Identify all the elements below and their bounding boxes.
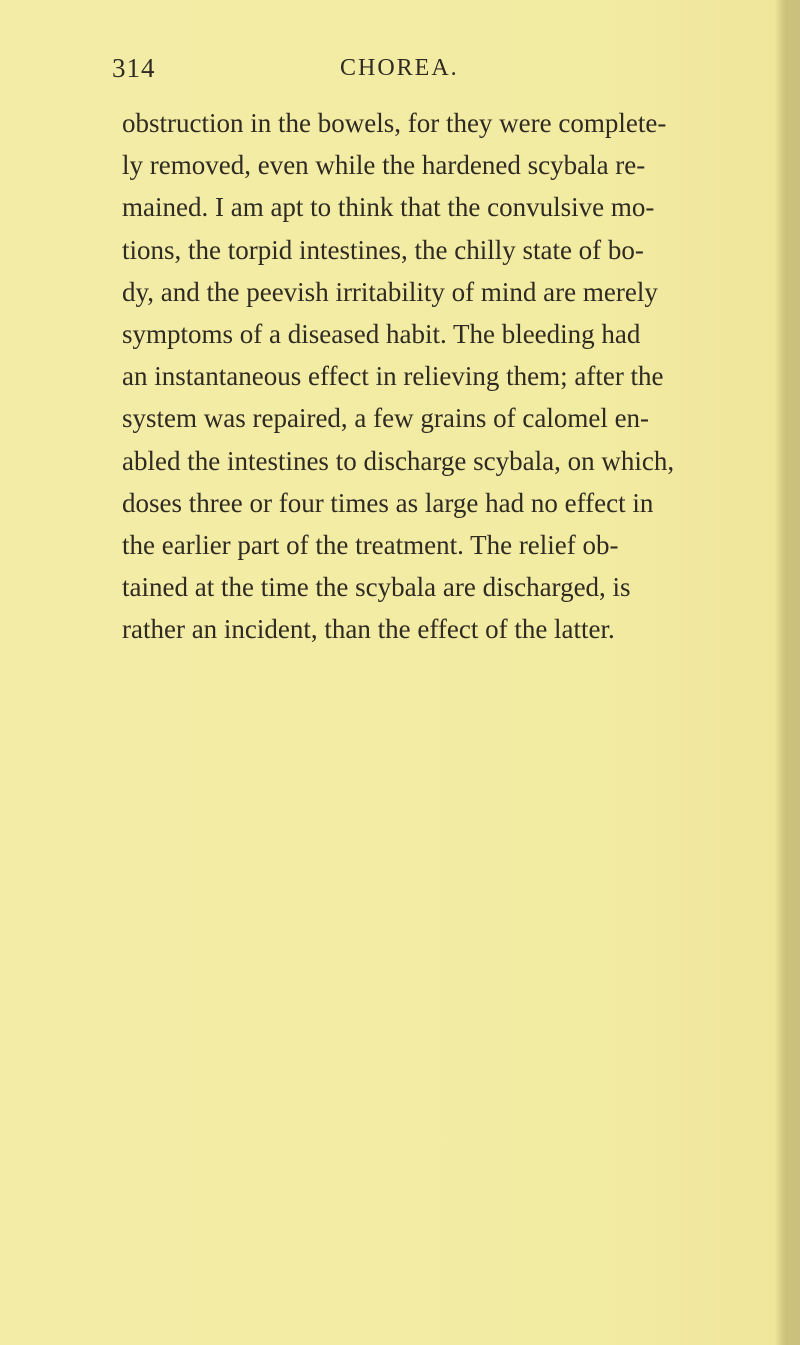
- body-paragraph: [122, 102, 675, 651]
- text-line: the earlier part of the treatment. The relief ob-: [122, 530, 619, 561]
- text-line: abled the intestines to discharge scybala, on which,: [122, 445, 675, 476]
- text-line: obstruction in the bowels, for they were complete-: [122, 108, 667, 138]
- text-line: tions, the torpid intestines, the chilly state of bo-: [122, 234, 644, 265]
- running-title: CHOREA.: [340, 55, 459, 81]
- text-line: doses three or four times as large had no effect in: [122, 487, 654, 518]
- text-line: symptoms of a diseased habit. The bleeding had: [122, 319, 641, 350]
- text-line: rather an incident, than the effect of the latter.: [122, 614, 615, 645]
- text-line: an instantaneous effect in relieving them; after the: [122, 361, 664, 392]
- text-line: ly removed, even while the hardened scybala re-: [122, 150, 646, 181]
- text-line: system was repaired, a few grains of calomel en-: [122, 403, 650, 434]
- page-number: 314: [112, 53, 156, 83]
- text-line: mained. I am apt to think that the convulsive mo-: [122, 192, 655, 223]
- text-line: dy, and the peevish irritability of mind are merely: [122, 276, 658, 307]
- page-edge-shadow: [774, 0, 800, 1345]
- page-header: [0, 48, 800, 88]
- text-line: tained at the time the scybala are discharged, is: [122, 572, 631, 603]
